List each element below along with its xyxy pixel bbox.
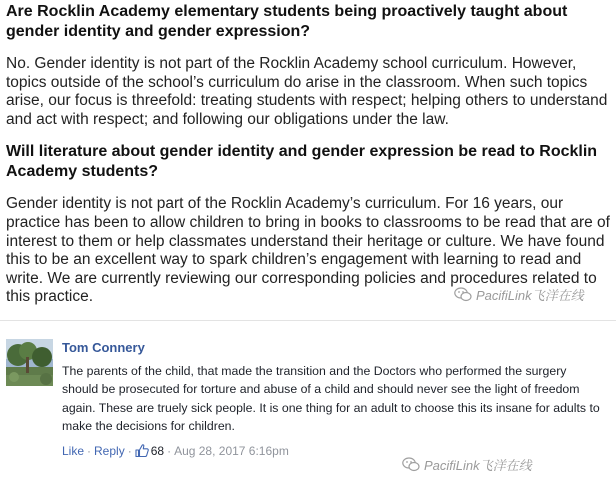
watermark: [454, 285, 584, 304]
wechat-icon: [402, 457, 420, 472]
divider: [0, 320, 616, 321]
faq-section: [6, 0, 612, 307]
like-link[interactable]: Like: [62, 443, 85, 458]
faq-answer-1: No. Gender identity is not part of the Rocklin Academy school curriculum. However, topics outside of the school’s curriculum do arise in the classroom. When such topics arise, our focus is threefold: treating students with respect; helping others to understand and act with respect; and following our obligations under the law.: [6, 55, 608, 128]
faq-question-1: Are Rocklin Academy elementary students being proactively taught about gender identity and gender expression?: [6, 3, 568, 40]
separator: ·: [127, 443, 132, 458]
separator: ·: [87, 443, 92, 458]
watermark-text: PacifiLink飞洋在线: [476, 288, 584, 303]
comment-author[interactable]: Tom Connery: [62, 340, 145, 355]
reply-link[interactable]: Reply: [94, 443, 125, 458]
comment-date[interactable]: Aug 28, 2017 6:16pm: [174, 443, 289, 458]
wechat-icon: [454, 287, 472, 302]
comment-text: The parents of the child, that made the transition and the Doctors who performed the surgery should be prosecuted for torture and abuse of a child and should never see the light of freedom again. These are truely sick people. It is one thing for an adult to choose this its insane for adults to make the decisions for children.: [62, 364, 600, 434]
like-count: 68: [150, 443, 165, 458]
avatar[interactable]: [6, 339, 53, 386]
watermark-text: PacifiLink飞洋在线: [424, 458, 532, 473]
thumbs-up-icon[interactable]: [135, 444, 149, 457]
faq-answer-2: Gender identity is not part of the Rocklin Academy’s curriculum. For 16 years, our practice has been to allow children to bring in books to classrooms to be read that are of interest to them or help classmates understand their heritage or culture. We have found this to be an excellent way to spark children’s engagement with learning to read and write. We are currently reviewing our corresponding policies and procedures related to this practice.: [6, 195, 610, 306]
separator: ·: [167, 443, 172, 458]
watermark-bottom: [402, 455, 532, 474]
faq-question-2: Will literature about gender identity and gender expression be read to Rocklin Academy students?: [6, 143, 598, 181]
